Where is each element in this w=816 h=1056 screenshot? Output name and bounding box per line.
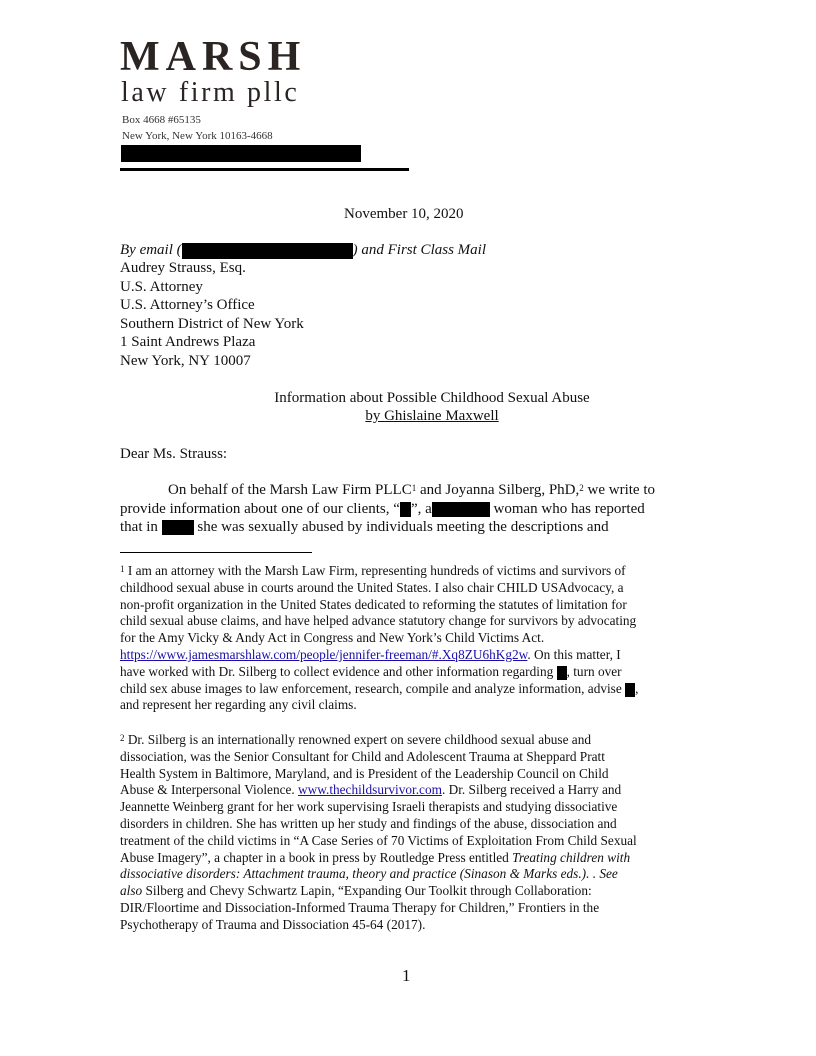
redacted-client-name bbox=[400, 502, 411, 517]
footnote-2-line-1 bbox=[120, 732, 637, 749]
footnote-2-text-10a: also bbox=[120, 883, 143, 899]
footnote-1-number: 1 bbox=[120, 564, 125, 574]
recipient-title: U.S. Attorney bbox=[120, 278, 203, 295]
recipient-block bbox=[120, 259, 304, 370]
footnote-2-text-1: Dr. Silberg is an internationally renowned expert on severe childhood sexual abuse and bbox=[124, 732, 591, 747]
footnote-2-line-9: dissociative disorders: Attachment trauma, theory and practice (Sinason & Marks eds.). . See bbox=[120, 866, 618, 882]
footnote-2-line-5: Jeannette Weinberg grant for her work supervising Israeli therapists and studying dissociative bbox=[120, 799, 618, 815]
redacted-email bbox=[182, 243, 353, 259]
footnote-2-line-7: treatment of the child victims in “A Case Series of 70 Victims of Exploitation From Child Sexual bbox=[120, 832, 637, 848]
paragraph-1-text-e: ”, a bbox=[410, 500, 432, 517]
paragraph-1-text-g: that in bbox=[120, 519, 162, 535]
page-number: 1 bbox=[402, 966, 411, 985]
footnote-ref-2: 2 bbox=[579, 483, 584, 493]
redacted-client-name bbox=[557, 666, 567, 680]
footnote-1-text-6: . On this matter, I bbox=[527, 646, 621, 662]
marsh-law-profile-link[interactable]: https://www.jamesmarshlaw.com/people/jennifer-freeman/#.Xq8ZU6hKg2w bbox=[120, 646, 528, 662]
footnote-2-line-4 bbox=[120, 782, 637, 799]
footnote-1-line-9: and represent her regarding any civil claims. bbox=[120, 697, 357, 713]
footnote-1 bbox=[120, 563, 638, 714]
footnote-2-text-10b: Silberg and Chevy Schwartz Lapin, “Expanding Our Toolkit through Collaboration: bbox=[142, 883, 592, 899]
footnote-2-line-2: dissociation, was the Senior Consultant for Child and Adolescent Trauma at Sheppard Pratt bbox=[120, 748, 605, 764]
footnote-1-line-5: for the Amy Vicky & Andy Act in Congress and New York’s Child Victims Act. bbox=[120, 630, 545, 646]
footnote-1-text-1: I am an attorney with the Marsh Law Firm, representing hundreds of victims and survivors of bbox=[124, 563, 626, 578]
redacted-contact bbox=[121, 145, 361, 162]
address-line-2: New York, New York 10163-4668 bbox=[122, 130, 273, 142]
paragraph-1 bbox=[120, 481, 655, 537]
footnote-1-line-7 bbox=[120, 664, 638, 681]
footnote-1-line-2: childhood sexual abuse in courts around the United States. I also chair CHILD USAdvocacy, a bbox=[120, 579, 624, 595]
recipient-street: 1 Saint Andrews Plaza bbox=[120, 334, 256, 350]
footnote-1-line-1 bbox=[120, 563, 638, 580]
footnote-1-line-4: child sexual abuse claims, and have helped advance statutory change for survivors by advocating bbox=[120, 613, 637, 629]
paragraph-1-text-b: and Joyanna Silberg, PhD, bbox=[416, 482, 580, 498]
footnote-ref-1: 1 bbox=[411, 483, 417, 493]
footnote-2-line-12: Psychotherapy of Trauma and Dissociation 45-64 (2017). bbox=[120, 916, 426, 932]
paragraph-1-text-c: we write to bbox=[583, 482, 655, 498]
footnote-1-text-7b: , turn over bbox=[566, 663, 622, 679]
footnote-1-line-3: non-profit organization in the United States dedicated to reforming the statutes of limitation for bbox=[120, 596, 627, 612]
firm-logo-name: MARSH bbox=[120, 34, 307, 80]
footnote-2-text-4a: Abuse & Interpersonal Violence. bbox=[120, 782, 299, 798]
footnote-2-line-8 bbox=[120, 850, 637, 867]
footnote-1-line-8 bbox=[120, 681, 638, 698]
subject-line-2: by Ghislaine Maxwell bbox=[365, 408, 499, 424]
footnote-1-text-8b: , bbox=[635, 680, 639, 696]
delivery-line bbox=[120, 241, 486, 260]
recipient-city: New York, NY 10007 bbox=[120, 352, 251, 369]
letterhead-rule bbox=[120, 168, 409, 171]
recipient-district: Southern District of New York bbox=[120, 315, 304, 332]
footnote-2-line-10 bbox=[120, 883, 637, 900]
salutation: Dear Ms. Strauss: bbox=[120, 446, 228, 462]
paragraph-1-text-f: woman who has reported bbox=[489, 500, 645, 517]
letter-date: November 10, 2020 bbox=[344, 206, 464, 222]
child-survivor-link[interactable]: www.thechildsurvivor.com bbox=[298, 782, 442, 798]
paragraph-1-line-3 bbox=[120, 518, 655, 537]
paragraph-1-line-1 bbox=[120, 481, 655, 500]
footnote-2 bbox=[120, 732, 637, 934]
footnote-2-line-3: Health System in Baltimore, Maryland, and is President of the Leadership Council on Child bbox=[120, 765, 609, 781]
redacted-client-age bbox=[432, 502, 490, 517]
recipient-name: Audrey Strauss, Esq. bbox=[120, 260, 246, 276]
footnote-2-line-11: DIR/Floortime and Dissociation-Informed Trauma Therapy for Children,” Frontiers in the bbox=[120, 899, 600, 915]
paragraph-1-text-a: On behalf of the Marsh Law Firm PLLC bbox=[168, 482, 412, 498]
footnote-2-text-8b: Treating children with bbox=[512, 849, 631, 865]
redacted-year bbox=[162, 520, 194, 535]
paragraph-1-text-h: she was sexually abused by individuals meeting the descriptions and bbox=[193, 519, 609, 535]
footnote-1-line-6 bbox=[120, 647, 638, 664]
recipient-office: U.S. Attorney’s Office bbox=[120, 297, 255, 313]
redacted-client-name bbox=[625, 683, 635, 697]
footnote-2-text-8a: Abuse Imagery”, a chapter in a book in press by Routledge Press entitled bbox=[120, 849, 513, 865]
subject-line-1: Information about Possible Childhood Sexual Abuse bbox=[274, 390, 590, 406]
footnote-separator bbox=[120, 552, 312, 553]
address-line-1: Box 4668 #65135 bbox=[122, 114, 201, 126]
delivery-prefix: By email ( bbox=[120, 242, 182, 258]
firm-logo-subtitle: law firm pllc bbox=[121, 77, 300, 108]
footnote-1-text-7a: have worked with Dr. Silberg to collect evidence and other information regarding bbox=[120, 663, 557, 679]
delivery-suffix: ) and First Class Mail bbox=[352, 242, 486, 258]
paragraph-1-line-2 bbox=[120, 500, 655, 519]
footnote-1-text-8a: child sex abuse images to law enforcement, research, compile and analyze information, advise bbox=[120, 680, 626, 696]
footnote-2-line-6: disorders in children. She has written up her study and findings of the abuse, dissociation and bbox=[120, 815, 617, 831]
footnote-2-number: 2 bbox=[120, 733, 125, 743]
footnote-2-text-4b: . Dr. Silberg received a Harry and bbox=[441, 782, 622, 798]
paragraph-1-text-d: provide information about one of our clients, “ bbox=[120, 500, 400, 517]
